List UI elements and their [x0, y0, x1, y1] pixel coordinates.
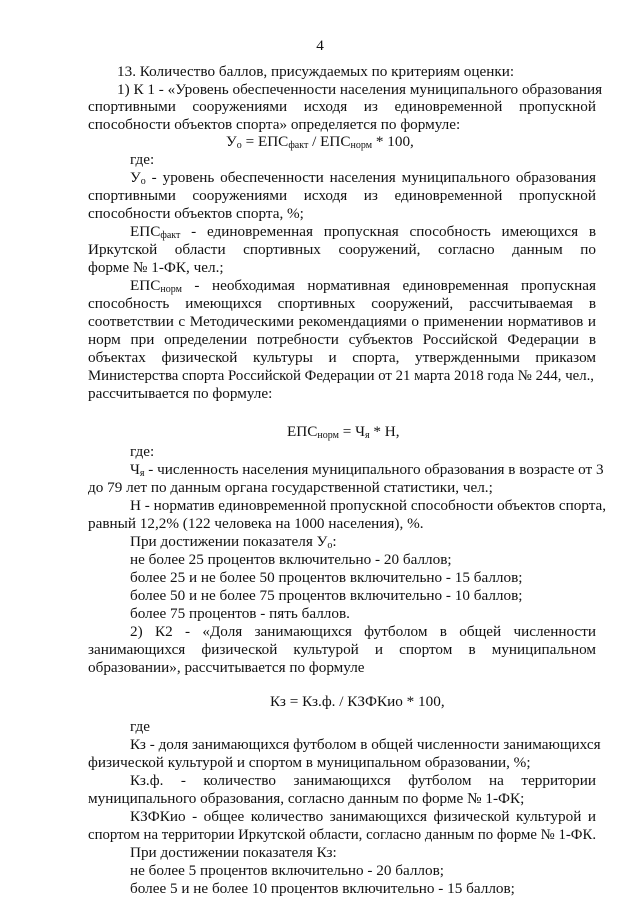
page-number: 4	[316, 37, 324, 54]
formula-uo: $У_о = ЕПС_{факт} / ЕПС_{норм} * 100$,	[226, 133, 414, 152]
list-item: более 25 и не более 50 процентов включительно - 15 баллов;	[130, 569, 523, 587]
formula-eps-norm: $ЕПС_{норм} = Ч_я * Н$,	[287, 422, 400, 441]
text-line: КЗФКио - общее количество занимающихся физической культурой и	[130, 808, 596, 826]
text-line: объектах физической культуры и спорта, утвержденными приказом	[88, 348, 596, 366]
text-line: способность имеющихся спортивных сооружений, рассчитываемая в	[88, 295, 596, 312]
definition-uo: $У_о$ - уровень обеспеченности населения муниципального образования	[130, 169, 596, 188]
text-line: спортом на территории Иркутской области, согласно данным по форме № 1-ФК.	[88, 827, 597, 844]
text-line: спортивными сооружениями исходя из единовременной пропускной	[88, 98, 596, 116]
text-line: форме № 1-ФК, чел.;	[88, 259, 224, 277]
text-line: Кз.ф. - количество занимающихся футболом на территории	[130, 772, 596, 790]
text-line: Иркутской области спортивных сооружений, согласно данным по	[88, 241, 596, 259]
text-line: где:	[130, 443, 155, 461]
threshold-heading: При достижении показателя $У_о$:	[130, 533, 337, 552]
list-item: более 50 и не более 75 процентов включительно - 10 баллов;	[130, 587, 523, 604]
definition-eps-fakt: $ЕПС_{факт}$ - единовременная пропускная способность имеющихся в	[130, 223, 596, 242]
text-line: где	[130, 718, 150, 736]
text-line: 2) К2 - «Доля занимающихся футболом в общей численности	[130, 622, 596, 640]
list-item: более 5 и не более 10 процентов включительно - 15 баллов;	[130, 880, 515, 897]
threshold-heading: При достижении показателя Кз:	[130, 844, 337, 862]
text-line: образовании», рассчитывается по формуле	[88, 658, 365, 676]
text-line: занимающихся физической культурой и спортом в муниципальном	[88, 640, 596, 658]
definition-ch: $Ч_я$ - численность населения муниципального образования в возрасте от 3	[130, 461, 604, 480]
definition-eps-norm: $ЕПС_{норм}$ - необходимая нормативная единовременная пропускная	[130, 277, 597, 295]
list-item: не более 25 процентов включительно - 20 баллов;	[130, 551, 452, 569]
text-line: Н - норматив единовременной пропускной способности объектов спорта,	[130, 497, 607, 515]
text-line: где:	[130, 151, 155, 169]
text-line: физической культурой и спортом в муниципальном образовании, %;	[88, 754, 531, 772]
text-line: способности объектов спорта, %;	[88, 205, 304, 223]
list-item: более 75 процентов - пять баллов.	[130, 605, 350, 622]
text-line: 1) К 1 - «Уровень обеспеченности населения муниципального образования	[117, 80, 603, 98]
text-line: муниципального образования, согласно данным по форме № 1-ФК;	[88, 790, 525, 808]
section-heading: 13. Количество баллов, присуждаемых по критериям оценки:	[117, 62, 515, 80]
text-line: Министерства спорта Российской Федерации от 21 марта 2018 года № 244, чел.,	[88, 367, 594, 384]
text-line: равный 12,2% (122 человека на 1000 населения), %.	[88, 515, 424, 533]
text-line: Кз - доля занимающихся футболом в общей численности занимающихся	[130, 736, 601, 754]
text-line: до 79 лет по данным органа государственной статистики, чел.;	[88, 479, 493, 497]
text-line: спортивными сооружениями исходя из единовременной пропускной	[88, 187, 596, 205]
text-line: норм при определении потребности субъектов Российской Федерации в	[88, 330, 596, 348]
formula-kz: Кз = Кз.ф. / КЗФКио * 100,	[270, 692, 445, 710]
text-line: способности объектов спорта» определяется по формуле:	[88, 116, 461, 134]
list-item: не более 5 процентов включительно - 20 баллов;	[130, 862, 444, 879]
text-line: рассчитывается по формуле:	[88, 384, 273, 402]
text-line: соответствии с Методическими рекомендациями о применении нормативов и	[88, 313, 596, 330]
